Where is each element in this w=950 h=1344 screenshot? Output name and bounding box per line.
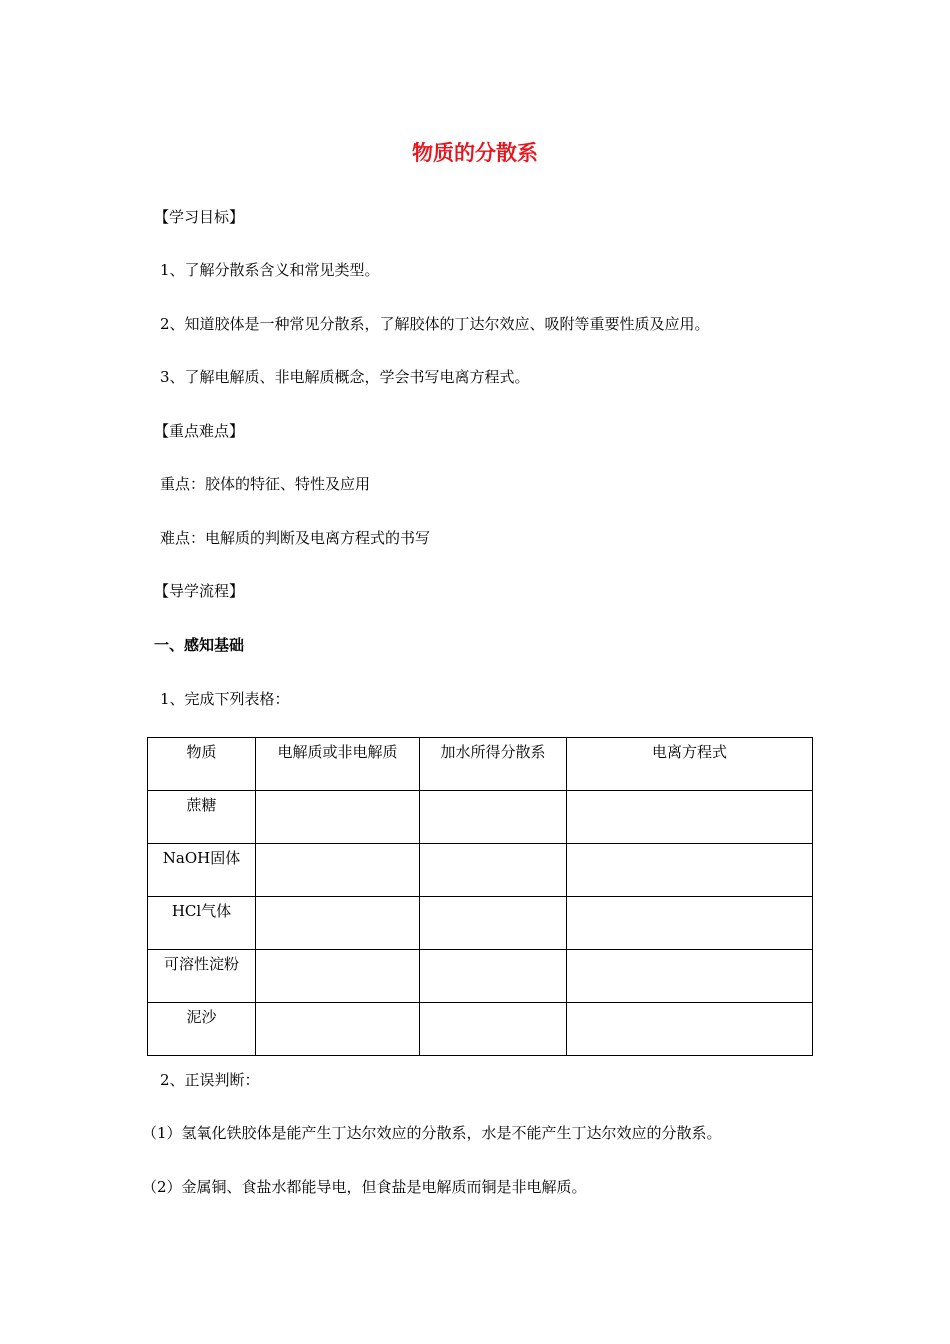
objective-item-3: 3、了解电解质、非电解质概念，学会书写电离方程式。	[160, 368, 530, 386]
guide-heading: 【导学流程】	[154, 582, 245, 600]
table-cell-blank[interactable]	[567, 1003, 813, 1056]
objective-item-2: 2、知道胶体是一种常见分散系，了解胶体的丁达尔效应、吸附等重要性质及应用。	[160, 315, 710, 333]
table-header-cell: 电离方程式	[567, 738, 813, 791]
table-cell-blank[interactable]	[420, 950, 567, 1003]
table-cell-blank[interactable]	[420, 791, 567, 844]
question-1: 1、完成下列表格：	[160, 690, 290, 708]
key-focus: 重点：胶体的特征、特性及应用	[160, 475, 371, 493]
table-cell-blank[interactable]	[567, 950, 813, 1003]
table-row	[148, 897, 813, 950]
table-cell-blank[interactable]	[256, 897, 420, 950]
table-cell-blank[interactable]	[420, 897, 567, 950]
table-header-cell: 电解质或非电解质	[256, 738, 420, 791]
objective-item-1: 1、了解分散系含义和常见类型。	[160, 261, 380, 279]
table-header-row	[148, 738, 813, 791]
table-row	[148, 791, 813, 844]
table-cell-substance: 可溶性淀粉	[148, 950, 256, 1003]
key-points-heading: 【重点难点】	[154, 422, 245, 440]
table-cell-blank[interactable]	[256, 950, 420, 1003]
table-cell-blank[interactable]	[567, 791, 813, 844]
table-row	[148, 950, 813, 1003]
question-2: 2、正误判断：	[160, 1071, 260, 1089]
judgment-item-1: （1）氢氧化铁胶体是能产生丁达尔效应的分散系，水是不能产生丁达尔效应的分散系。	[142, 1124, 722, 1142]
table-cell-blank[interactable]	[567, 897, 813, 950]
section-heading-perception: 一、感知基础	[154, 636, 245, 654]
table-header-cell: 加水所得分散系	[420, 738, 567, 791]
table-cell-substance: HCl气体	[148, 897, 256, 950]
judgment-item-2: （2）金属铜、食盐水都能导电，但食盐是电解质而铜是非电解质。	[142, 1178, 587, 1196]
table-cell-blank[interactable]	[256, 791, 420, 844]
substance-table	[147, 737, 813, 1056]
table-row	[148, 1003, 813, 1056]
table-header-cell: 物质	[148, 738, 256, 791]
table-cell-substance: 蔗糖	[148, 791, 256, 844]
table-cell-substance: 泥沙	[148, 1003, 256, 1056]
key-difficulty: 难点：电解质的判断及电离方程式的书写	[160, 529, 431, 547]
table-cell-blank[interactable]	[420, 844, 567, 897]
table-row	[148, 844, 813, 897]
table-cell-blank[interactable]	[567, 844, 813, 897]
table-cell-blank[interactable]	[256, 1003, 420, 1056]
objectives-heading: 【学习目标】	[154, 208, 245, 226]
table-cell-blank[interactable]	[420, 1003, 567, 1056]
table-cell-substance: NaOH固体	[148, 844, 256, 897]
table-cell-blank[interactable]	[256, 844, 420, 897]
page-title: 物质的分散系	[412, 141, 538, 165]
